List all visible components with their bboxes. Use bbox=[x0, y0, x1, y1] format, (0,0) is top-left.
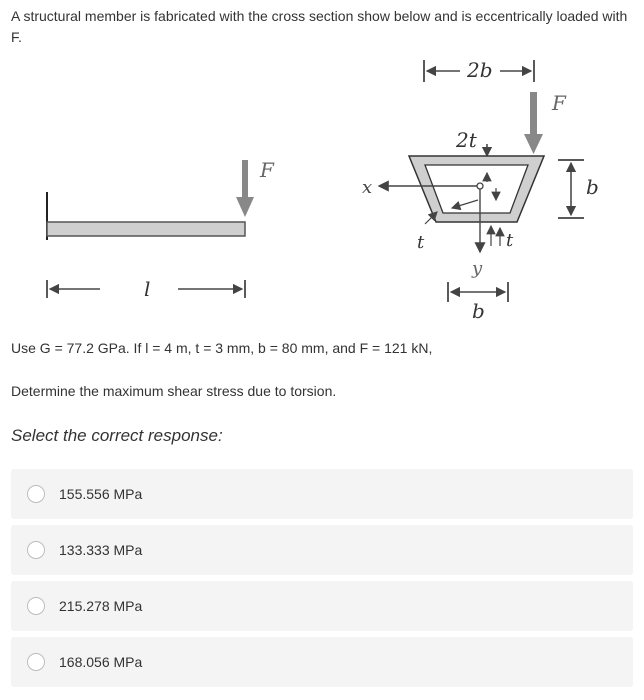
question-prompt: Determine the maximum shear stress due to torsion. bbox=[11, 383, 337, 399]
bottom-b-label: b bbox=[472, 299, 485, 323]
section-force-label: F bbox=[552, 91, 566, 115]
x-axis-label: x bbox=[362, 177, 373, 198]
answer-option-label: 155.556 MPa bbox=[59, 486, 143, 502]
response-instruction: Select the correct response: bbox=[11, 426, 223, 445]
left-thickness-label: t bbox=[417, 232, 425, 253]
tube-inner bbox=[425, 165, 528, 213]
answer-option-label: 168.056 MPa bbox=[59, 654, 143, 670]
y-axis-label: y bbox=[472, 258, 483, 279]
given-values: Use G = 77.2 GPa. If l = 4 m, t = 3 mm, b = 80 mm, and F = 121 kN, bbox=[11, 340, 433, 356]
problem-figure bbox=[0, 52, 644, 332]
answer-option-label: 215.278 MPa bbox=[59, 598, 143, 614]
section-force-arrow bbox=[530, 92, 537, 138]
answer-option[interactable] bbox=[11, 581, 633, 631]
answer-option-label: 133.333 MPa bbox=[59, 542, 143, 558]
radio-button[interactable] bbox=[27, 541, 45, 559]
radio-button[interactable] bbox=[27, 485, 45, 503]
beam-member bbox=[47, 222, 245, 236]
beam-force-arrow bbox=[242, 160, 248, 200]
top-thickness-label: 2t bbox=[456, 128, 477, 152]
answer-option[interactable] bbox=[11, 469, 633, 519]
cross-section-diagram bbox=[362, 58, 599, 323]
answer-options bbox=[11, 469, 633, 693]
radio-button[interactable] bbox=[27, 597, 45, 615]
width-2b-label: 2b bbox=[467, 58, 493, 82]
beam-force-label: F bbox=[260, 158, 274, 182]
question-text: A structural member is fabricated with the cross section show below and is eccentrically loaded with F. bbox=[11, 8, 628, 45]
beam-diagram bbox=[47, 158, 275, 301]
radio-button[interactable] bbox=[27, 653, 45, 671]
answer-option[interactable] bbox=[11, 637, 633, 687]
answer-option[interactable] bbox=[11, 525, 633, 575]
bottom-thickness-label: t bbox=[506, 230, 514, 251]
length-label: l bbox=[144, 277, 151, 301]
height-b-label: b bbox=[586, 175, 599, 199]
origin-point bbox=[477, 183, 483, 189]
